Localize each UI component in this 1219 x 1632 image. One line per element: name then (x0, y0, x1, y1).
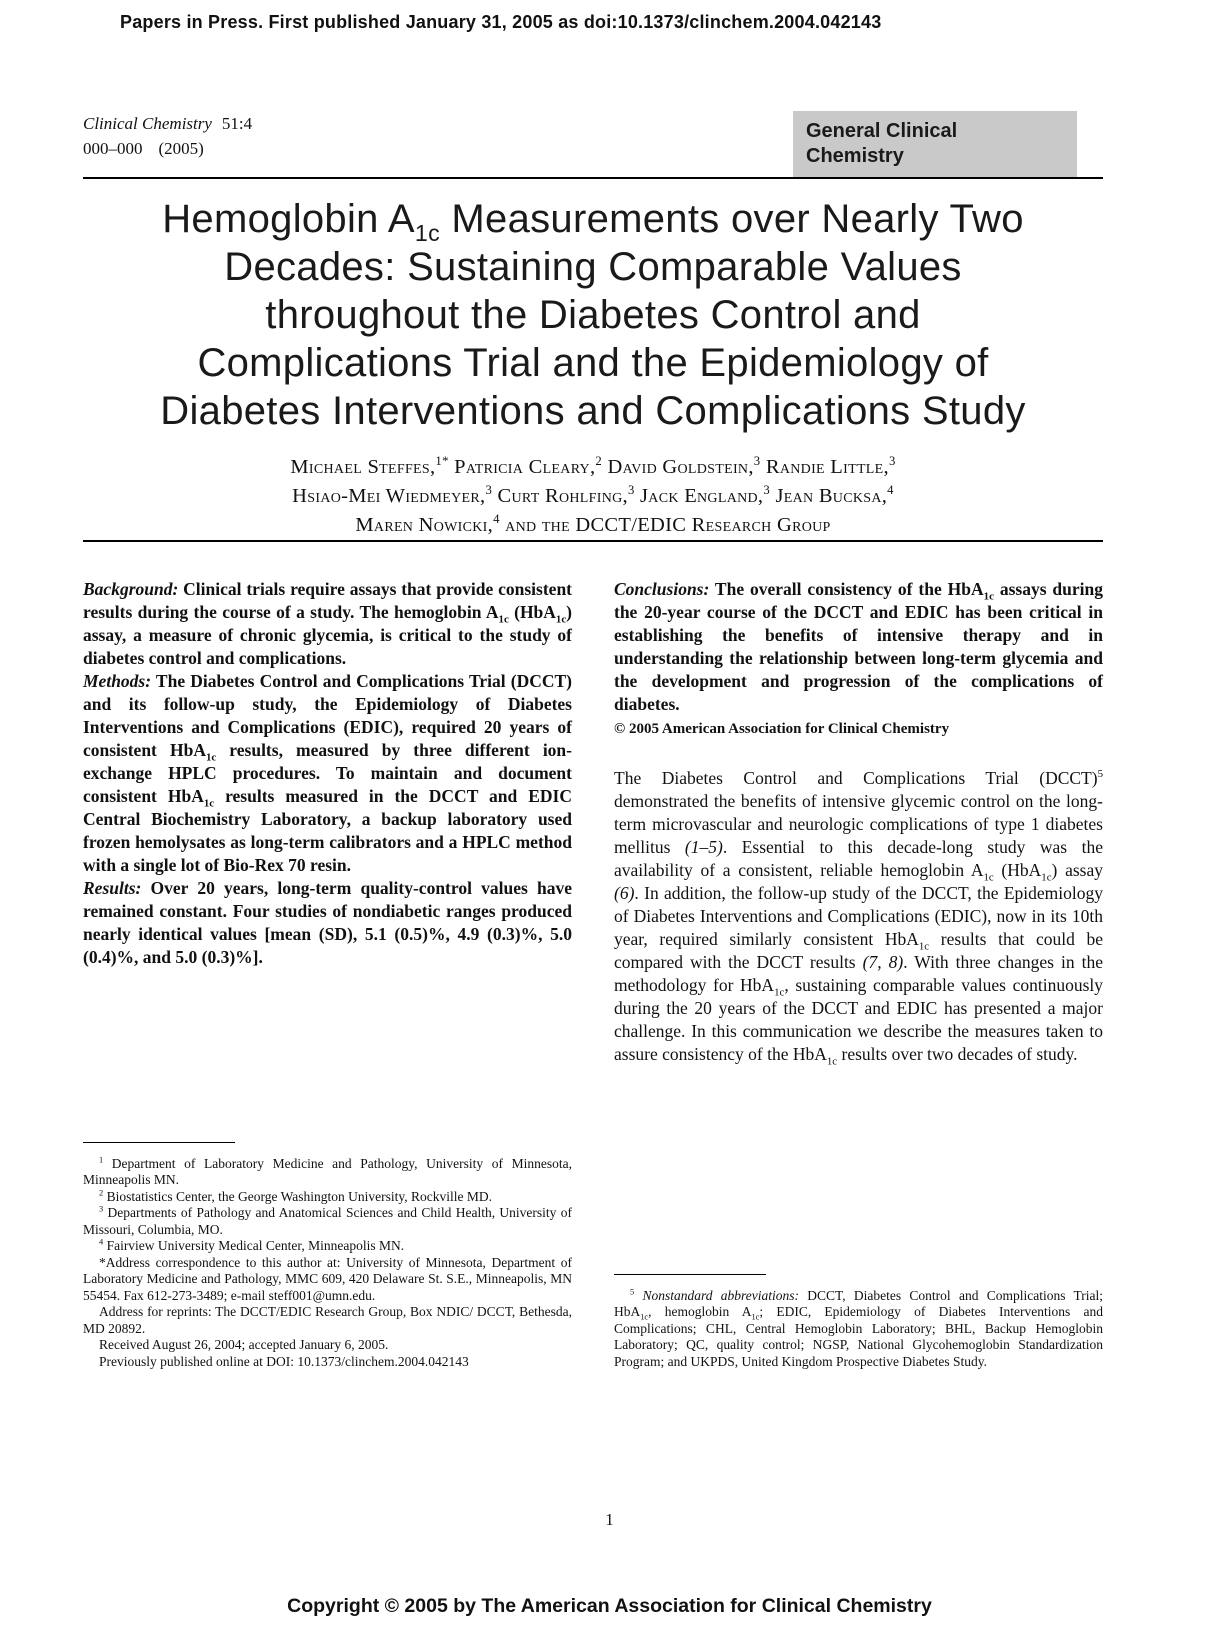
journal-citation-line2 (83, 136, 252, 161)
abstract-results-label: Results: (83, 878, 142, 898)
footnote-doi: Previously published online at DOI: 10.1373/clinchem.2004.042143 (99, 1353, 469, 1369)
abstract-conclusions-text: The overall consistency of the HbA$_{1c}$ assays during the 20-year course of the DCCT and EDIC has been critical in establishing the benefits of intensive therapy and in understanding the relationship between long-term glycemia and the development and progression of the complications of diabetes. (614, 579, 1103, 714)
footnote-received: Received August 26, 2004; accepted January 6, 2005. (99, 1337, 389, 1352)
footnote-affiliation-4: $^4$ Fairview University Medical Center, Minneapolis MN. (99, 1237, 405, 1253)
article-title: Hemoglobin $A_{1c}$ Measurements over Nearly Two Decades: Sustaining Comparable Values throughout the Diabetes Control and Complications Trial and the Epidemiology of Diabetes Interventions and Complications Study (160, 197, 1026, 433)
footnote-affiliation-3: $^3$ Departments of Pathology and Anatomical Sciences and Child Health, University of Missouri, Columbia, MO. (83, 1204, 572, 1237)
left-column (83, 578, 572, 1370)
divider-top (83, 177, 1103, 179)
two-column-body (83, 578, 1103, 1370)
abstract-conclusions (614, 578, 1103, 716)
abstract-background (83, 578, 572, 670)
copyright-footer: Copyright © 2005 by The American Association for Clinical Chemistry (287, 1595, 932, 1617)
abstract-results (83, 877, 572, 969)
abbreviations-footnote-block (614, 1274, 1103, 1371)
divider-under-authors (83, 540, 1103, 542)
category-box: General Clinical Chemistry (793, 111, 1077, 177)
abstract-methods-text: The Diabetes Control and Complications Trial (DCCT) and its follow-up study, the Epidemiology of Diabetes Interventions and Complications (EDIC), required 20 years of consistent HbA$_{1c}$ results, measured by three different ion-exchange HPLC procedures. To maintain and document consistent HbA$_{1c}$ results measured in the DCCT and EDIC Central Biochemistry Laboratory, a backup laboratory used frozen hemolysates as long-term calibrators and a HPLC method with a single lot of Bio-Rex 70 resin. (83, 671, 572, 875)
journal-name: Clinical Chemistry (83, 114, 212, 133)
journal-issue: 51:4 (221, 114, 253, 133)
footnote-abbreviations: $^5$ Nonstandard abbreviations: DCCT, Diabetes Control and Complications Trial; HbA$_{1c}$, hemoglobin $A_{1c}$; EDIC, Epidemiology of Diabetes Interventions and Complications; CHL, Central Hemoglobin Laboratory; BHL, Backup Hemoglobin Laboratory; QC, quality control; NGSP, National Glycohemoglobin Standardization Program; and UKPDS, United Kingdom Prospective Diabetes Study. (614, 1287, 1104, 1369)
intro-paragraph: The Diabetes Control and Complications Trial (DCCT)$^5$ demonstrated the benefits of intensive glycemic control on the long-term microvascular and neurologic complications of type 1 diabetes mellitus (1–5). Essential to this decade-long study was the availability of a consistent, reliable hemoglobin $A_{1c}$ (HbA$_{1c}$) assay (6). In addition, the follow-up study of the DCCT, the Epidemiology of Diabetes Interventions and Complications (EDIC), now in its 10th year, required similarly consistent HbA$_{1c}$ results that could be compared with the DCCT results (7, 8). With three changes in the methodology for HbA$_{1c}$, sustaining comparable values continuously during the 20 years of the DCCT and EDIC has presented a major challenge. In this communication we describe the measures taken to assure consistency of the HbA$_{1c}$ results over two decades of study. (614, 768, 1104, 1068)
abstract-methods (83, 670, 572, 877)
page-content (83, 111, 1103, 1370)
abstract-copyright-line: © 2005 American Association for Clinical Chemistry (614, 721, 950, 737)
affiliation-footnotes (83, 1142, 572, 1371)
papers-in-press-header: Papers in Press. First published January 31, 2005 as doi:10.1373/clinchem.2004.042143 (120, 12, 882, 32)
footnote-divider-right (614, 1274, 766, 1275)
author-list: Michael Steffes,$^{1*}$ Patricia Cleary,$^2$ David Goldstein,$^3$ Randie Little,$^3$ Hsiao-Mei Wiedmeyer,$^3$ Curt Rohlfing,$^3$ Jack England,$^3$ Jean Bucksa,$^4$ Maren Nowicki,$^4$ and the DCCT/EDIC Research Group (290, 454, 896, 536)
footnote-divider-left (83, 1142, 235, 1143)
page-number: 1 (605, 1510, 614, 1529)
right-column (614, 578, 1103, 1370)
journal-citation-line1 (83, 111, 252, 136)
footnote-affiliation-2: $^2$ Biostatistics Center, the George Washington University, Rockville MD. (99, 1188, 493, 1204)
abstract-background-text: Clinical trials require assays that provide consistent results during the course of a study. The hemoglobin $A_{1c}$ (HbA$_{1c}$) assay, a measure of chronic glycemia, is critical to the study of diabetes control and complications. (83, 579, 573, 668)
abstract-results-text: Over 20 years, long-term quality-control values have remained constant. Four studies of nondiabetic ranges produced nearly identical values [mean (SD), 5.1 (0.5)%, 4.9 (0.3)%, 5.0 (0.4)%, and 5.0 (0.3)%]. (83, 878, 572, 967)
abstract-methods-label: Methods: (83, 671, 152, 691)
journal-info (83, 111, 252, 161)
footnote-reprints: Address for reprints: The DCCT/EDIC Research Group, Box NDIC/ DCCT, Bethesda, MD 20892. (83, 1304, 572, 1336)
masthead (83, 111, 1103, 177)
journal-pages: 000–000 (83, 139, 143, 158)
footnote-affiliation-1: $^1$ Department of Laboratory Medicine and Pathology, University of Minnesota, Minneapolis MN. (83, 1155, 572, 1187)
abstract-conclusions-label: Conclusions: (614, 579, 710, 599)
journal-year: (2005) (158, 139, 204, 158)
footnote-correspondence: *Address correspondence to this author at: University of Minnesota, Department of Laboratory Medicine and Pathology, MMC 609, 420 Delaware St. S.E., Minneapolis, MN 55454. Fax 612-273-3489; e-mail steff001@umn.edu. (83, 1254, 572, 1303)
abstract-background-label: Background: (83, 579, 179, 599)
